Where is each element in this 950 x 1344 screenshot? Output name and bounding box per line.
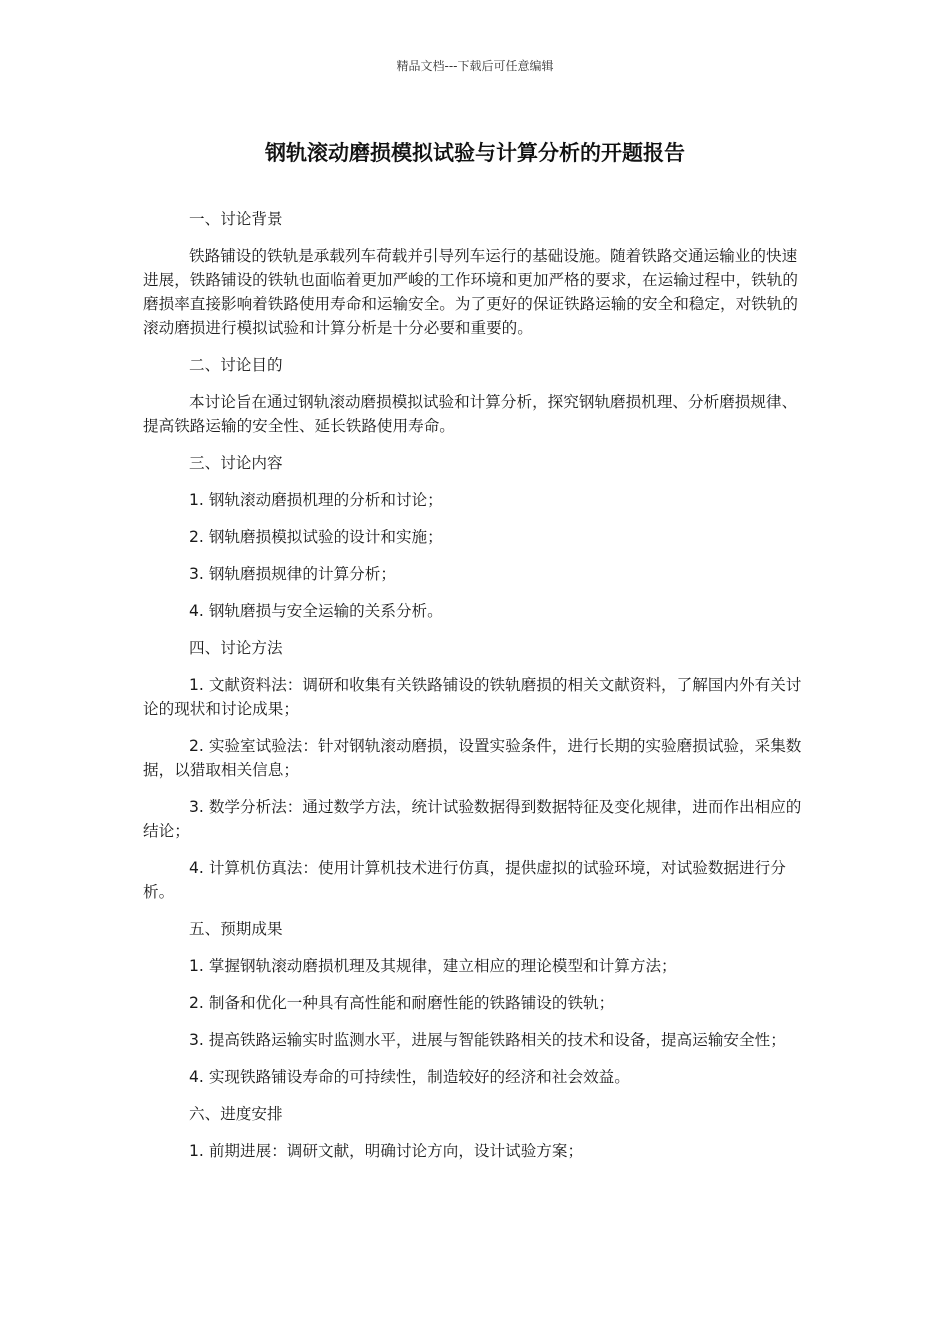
outcome-item-1: 1. 掌握钢轨滚动磨损机理及其规律，建立相应的理论模型和计算方法； xyxy=(189,957,677,975)
content-item-4: 4. 钢轨磨损与安全运输的关系分析。 xyxy=(189,602,443,620)
method-item-4: 4. 计算机仿真法：使用计算机技术进行仿真，提供虚拟的试验环境，对试验数据进行分析。 xyxy=(143,859,786,901)
section-heading-content: 三、讨论内容 xyxy=(189,454,283,472)
section-heading-schedule: 六、进度安排 xyxy=(189,1105,283,1123)
section-heading-background: 一、讨论背景 xyxy=(189,210,283,228)
document-title: 钢轨滚动磨损模拟试验与计算分析的开题报告 xyxy=(265,141,685,165)
outcome-item-2: 2. 制备和优化一种具有高性能和耐磨性能的铁路铺设的铁轨； xyxy=(189,994,615,1012)
content-item-2: 2. 钢轨磨损模拟试验的设计和实施； xyxy=(189,528,443,546)
page-header: 精品文档---下载后可任意编辑 xyxy=(396,59,554,73)
document-body xyxy=(143,207,805,1176)
section-heading-outcomes: 五、预期成果 xyxy=(189,920,283,938)
schedule-item-1: 1. 前期进展：调研文献，明确讨论方向，设计试验方案； xyxy=(189,1142,584,1160)
background-paragraph: 铁路铺设的铁轨是承载列车荷载并引导列车运行的基础设施。随着铁路交通运输业的快速进展，铁路铺设的铁轨也面临着更加严峻的工作环境和更加严格的要求，在运输过程中，铁轨的磨损率直接影响着铁路使用寿命和运输安全。为了更好的保证铁路运输的安全和稳定，对铁轨的滚动磨损进行模拟试验和计算分析是十分必要和重要的。 xyxy=(143,247,798,337)
method-item-1: 1. 文献资料法：调研和收集有关铁路铺设的铁轨磨损的相关文献资料，了解国内外有关讨论的现状和讨论成果； xyxy=(143,676,802,718)
method-item-3: 3. 数学分析法：通过数学方法，统计试验数据得到数据特征及变化规律，进而作出相应的结论； xyxy=(143,798,802,840)
content-item-3: 3. 钢轨磨损规律的计算分析； xyxy=(189,565,396,583)
section-heading-purpose: 二、讨论目的 xyxy=(189,356,283,374)
outcome-item-3: 3. 提高铁路运输实时监测水平，进展与智能铁路相关的技术和设备，提高运输安全性； xyxy=(189,1031,786,1049)
section-heading-methods: 四、讨论方法 xyxy=(189,639,283,657)
content-item-1: 1. 钢轨滚动磨损机理的分析和讨论； xyxy=(189,491,443,509)
purpose-paragraph: 本讨论旨在通过钢轨滚动磨损模拟试验和计算分析，探究钢轨磨损机理、分析磨损规律、提高铁路运输的安全性、延长铁路使用寿命。 xyxy=(143,393,798,435)
method-item-2: 2. 实验室试验法：针对钢轨滚动磨损，设置实验条件，进行长期的实验磨损试验，采集数据，以猎取相关信息； xyxy=(143,737,802,779)
outcome-item-4: 4. 实现铁路铺设寿命的可持续性，制造较好的经济和社会效益。 xyxy=(189,1068,630,1086)
